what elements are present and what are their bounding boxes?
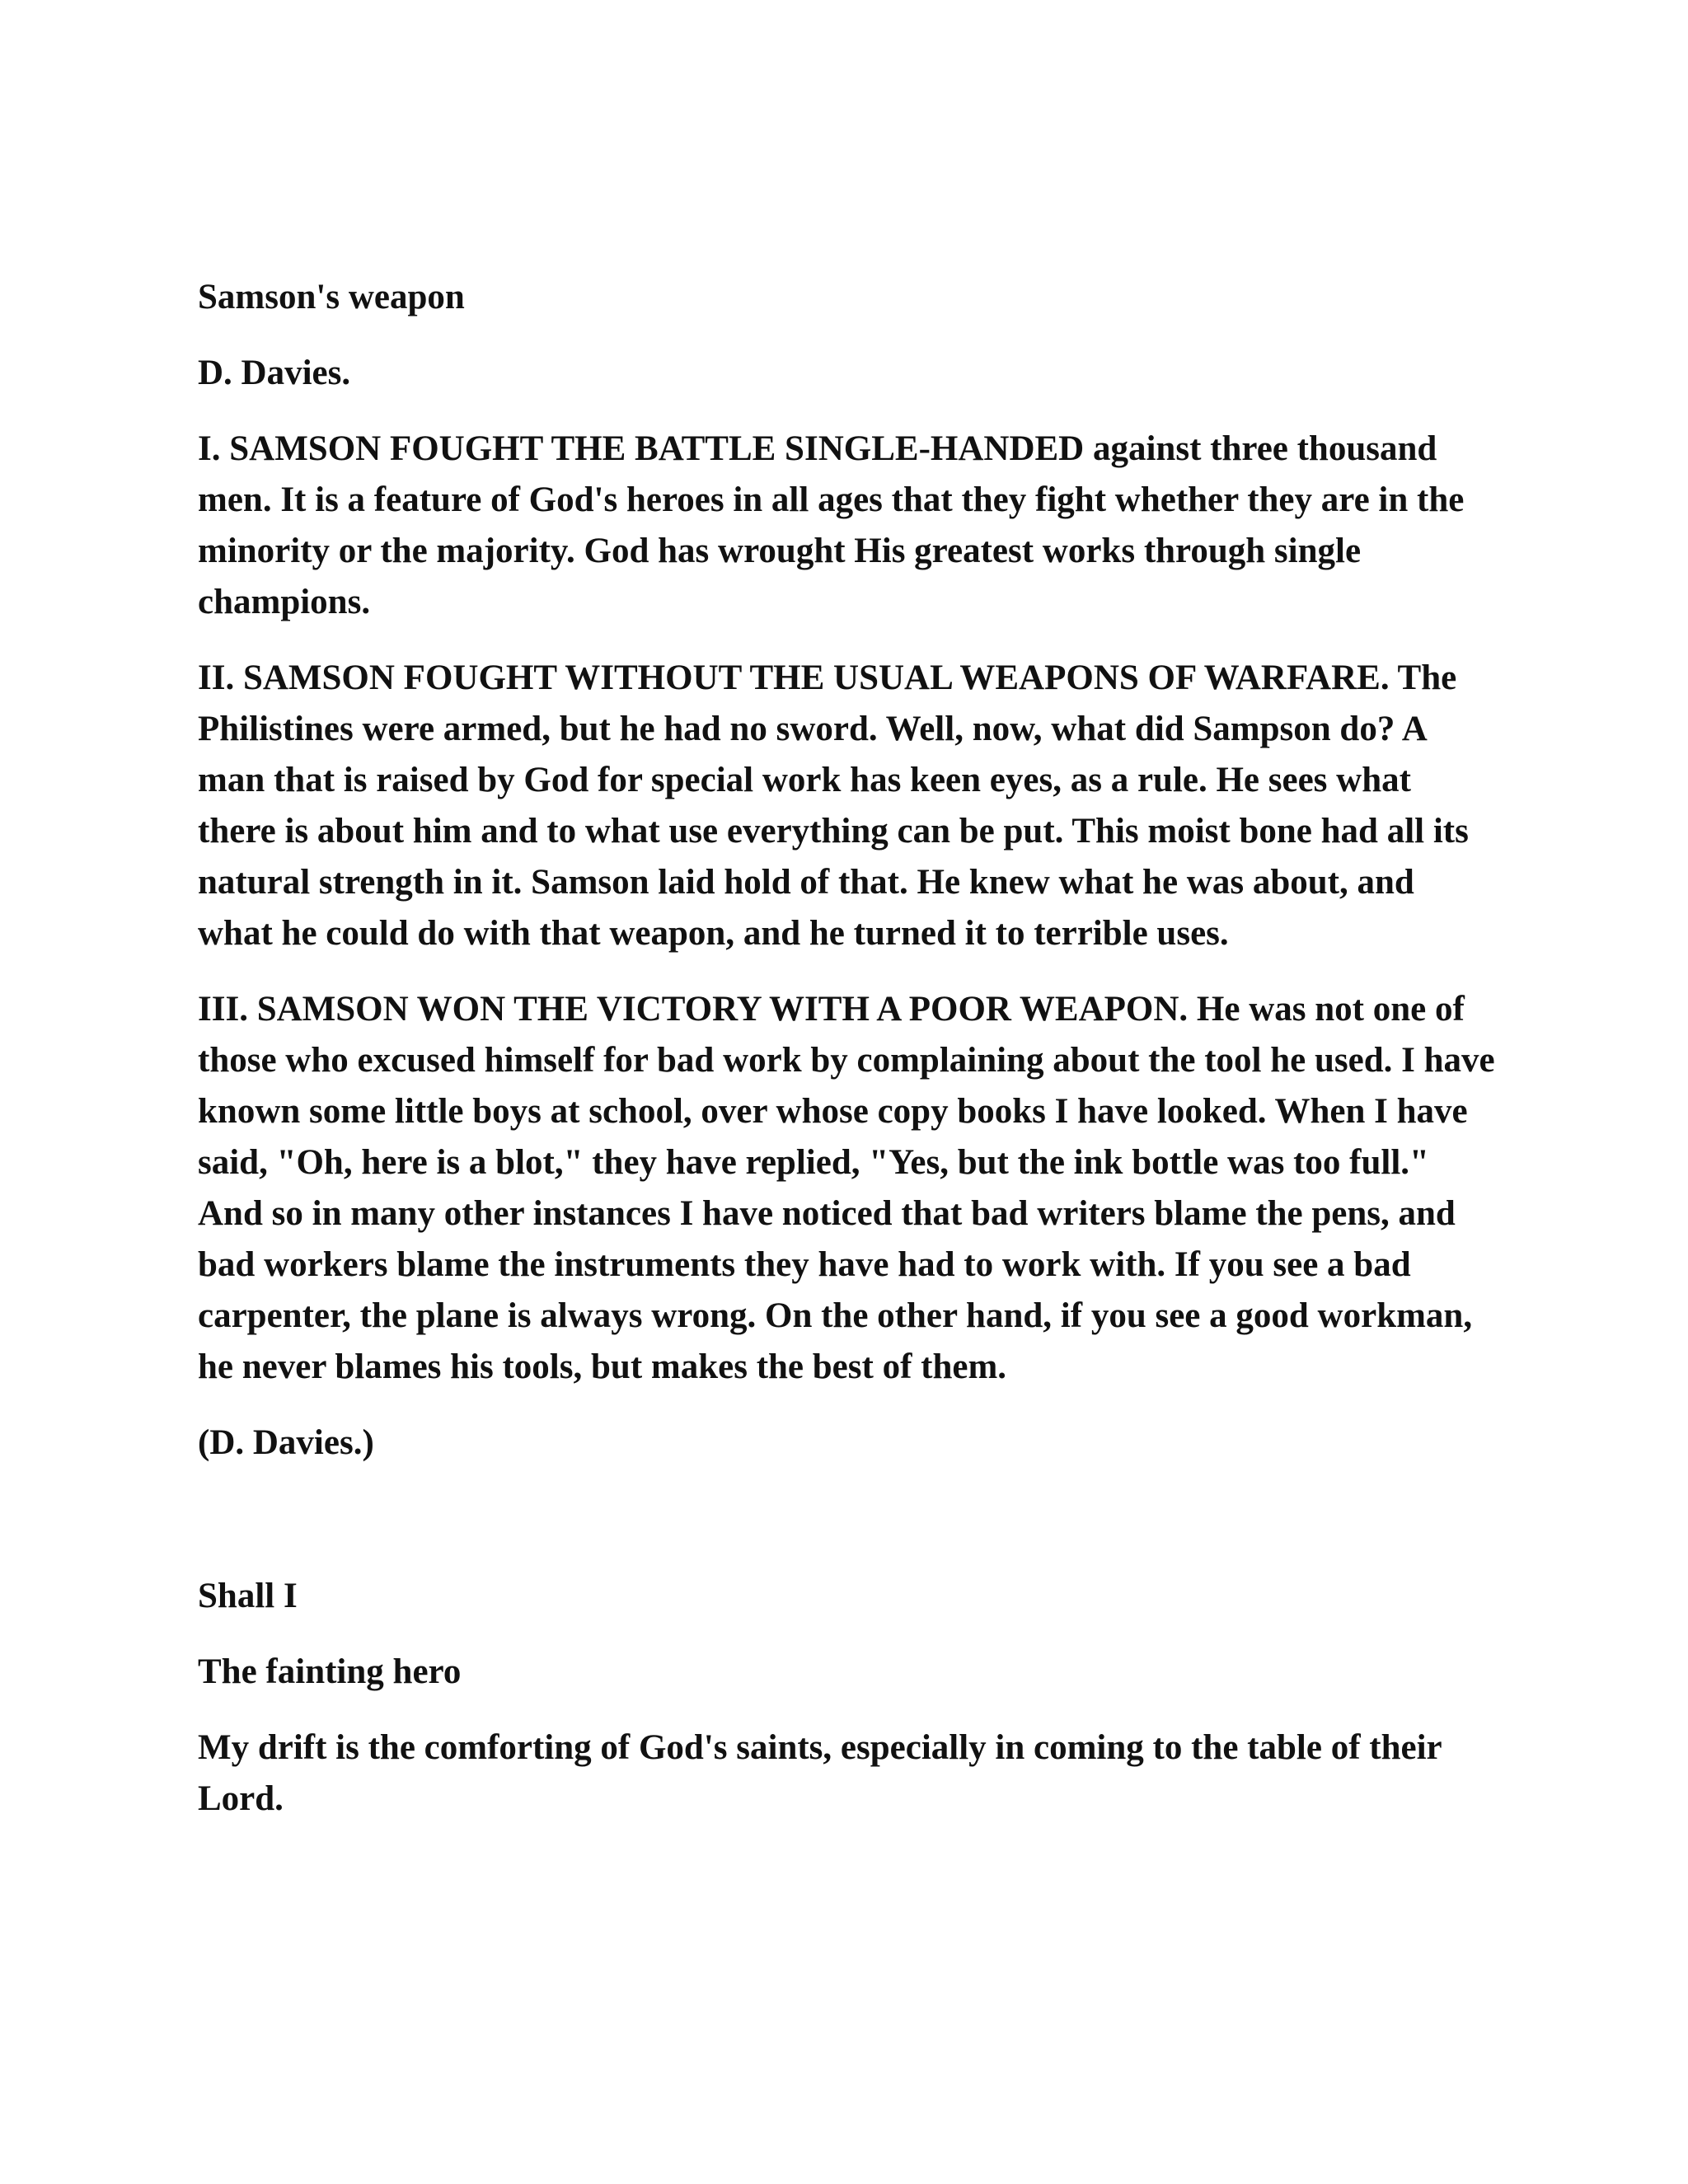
author-line: D. Davies. [198, 354, 351, 392]
attribution-line: (D. Davies.) [198, 1423, 374, 1462]
paragraph-point-1: I. SAMSON FOUGHT THE BATTLE SINGLE-HANDED against three thousand men. It is a feature of God's heroes in all ages that they fight whether they are in the minority or the majority. God has wrought His greatest works through single champions. [198, 429, 1465, 621]
paragraph-point-2: II. SAMSON FOUGHT WITHOUT THE USUAL WEAPONS OF WARFARE. The Philistines were armed, but he had no sword. Well, now, what did Sampson do? A man that is raised by God for special work has keen eyes, as a rule. He sees what there is about him and to what use everything can be put. This moist bone had all its natural strength in it. Samson laid hold of that. He knew what he was about, and what he could do with that weapon, and he turned it to terrible uses. [198, 658, 1469, 953]
section-heading: Shall I [198, 1577, 298, 1615]
section-title-2: The fainting hero [198, 1652, 462, 1691]
section-title: Samson's weapon [198, 278, 465, 316]
paragraph-intro: My drift is the comforting of God's saints, especially in coming to the table of their Lord. [198, 1728, 1442, 1818]
paragraph-point-3: III. SAMSON WON THE VICTORY WITH A POOR WEAPON. He was not one of those who excused himself for bad work by complaining about the tool he used. I have known some little boys at school, over whose copy books I have looked. When I have said, "Oh, here is a blot," they have replied, "Yes, but the ink bottle was too full." And so in many other instances I have noticed that bad writers blame the pens, and bad workers blame the instruments they have had to work with. If you see a bad carpenter, the plane is always wrong. On the other hand, if you see a good workman, he never blames his tools, but makes the best of them. [198, 990, 1495, 1386]
document-content [198, 272, 1496, 1825]
